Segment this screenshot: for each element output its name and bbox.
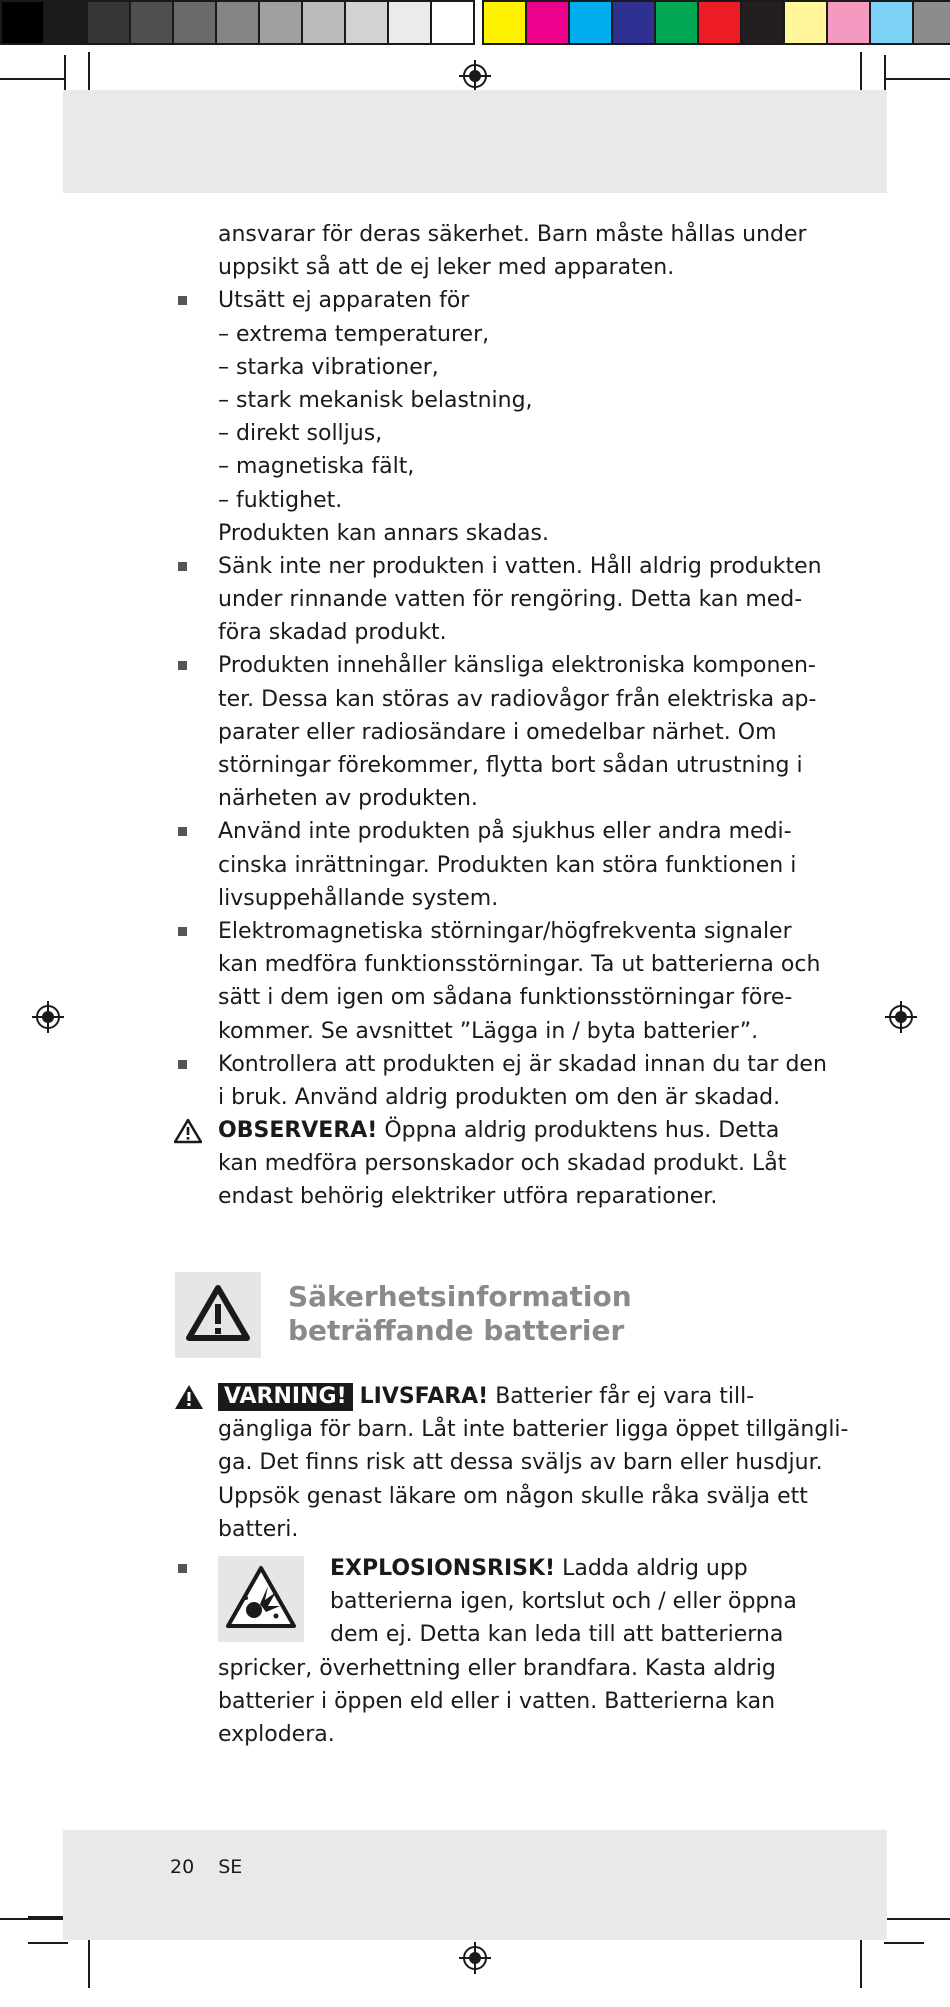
crop-mark <box>884 1918 950 1920</box>
registration-mark-icon <box>459 60 491 92</box>
bullet-item-line: Använd inte produkten på sjukhus eller andra medi- <box>218 815 778 848</box>
color-swatch <box>129 0 174 45</box>
color-swatch <box>697 0 742 45</box>
text-line: parater eller radiosändare i omedelbar närhet. Om <box>218 719 777 745</box>
text-line: i bruk. Använd aldrig produkten om den är skadad. <box>218 1084 781 1110</box>
explosion-hazard-icon <box>218 1556 304 1642</box>
color-swatch <box>740 0 785 45</box>
color-swatch <box>43 0 88 45</box>
color-swatch <box>611 0 656 45</box>
observera-label: OBSERVERA! <box>218 1118 378 1144</box>
text-line: under rinnande vatten för rengöring. Detta kan med- <box>218 587 803 613</box>
text-line: närheten av produkten. <box>218 786 478 812</box>
color-swatch <box>912 0 950 45</box>
page-footer <box>170 1856 260 1878</box>
text-line: batterierna igen, kortslut och / eller öppna <box>330 1589 797 1615</box>
color-swatch <box>783 0 828 45</box>
color-swatch <box>301 0 346 45</box>
text-line: föra skadad produkt. <box>218 620 447 646</box>
text-line: spricker, överhettning eller brandfara. Kasta aldrig <box>218 1655 776 1681</box>
bullet-item-line: Elektromagnetiska störningar/högfrekventa signaler <box>218 915 778 948</box>
color-swatch <box>525 0 570 45</box>
section-title-line: beträffande batterier <box>288 1314 625 1347</box>
livsfara-label: LIVSFARA! <box>359 1384 489 1409</box>
text-line: – direkt solljus, <box>218 421 383 447</box>
color-swatch <box>0 0 45 45</box>
crop-mark <box>28 1942 68 1944</box>
color-swatch <box>430 0 475 45</box>
section-title <box>288 1280 632 1348</box>
crop-mark <box>0 1918 66 1920</box>
gray-color-bar <box>0 0 473 45</box>
text-line: – stark mekanisk belastning, <box>218 387 533 413</box>
text-line: batteri. <box>218 1516 299 1542</box>
observera-note <box>218 1114 778 1147</box>
text-line: cinska inrättningar. Produkten kan störa funktionen i <box>218 852 797 878</box>
bullet-marker <box>178 661 187 670</box>
text-line: explodera. <box>218 1721 335 1747</box>
section-battery-safety <box>175 1272 775 1358</box>
text-line: uppsikt så att de ej leker med apparaten. <box>218 255 675 281</box>
bullet-item-line: Sänk inte ner produkten i vatten. Håll aldrig produkten <box>218 550 778 583</box>
color-swatch <box>258 0 303 45</box>
text-line: störningar förekommer, flytta bort sådan utrustning i <box>218 753 803 778</box>
safety-text-body <box>218 218 827 1214</box>
page-number: 20 <box>170 1856 195 1878</box>
text-line: livsuppehållande system. <box>218 885 499 911</box>
explosion-text: Ladda aldrig upp <box>555 1556 748 1581</box>
warning-triangle-icon <box>175 1272 261 1358</box>
crop-mark <box>88 1938 90 1988</box>
bullet-item-line: Utsätt ej apparaten för <box>218 284 778 317</box>
header-band <box>63 90 887 193</box>
text-line: ga. Det finns risk att dessa sväljs av barn eller husdjur. <box>218 1450 823 1476</box>
registration-mark-icon <box>459 1942 491 1974</box>
text-line: sätt i dem igen om sådana funktionsstörningar före- <box>218 985 793 1011</box>
bullet-marker <box>178 827 187 836</box>
color-swatch <box>654 0 699 45</box>
text-line: ansvarar för deras säkerhet. Barn måste hållas under <box>218 222 807 247</box>
footer-band <box>63 1830 887 1940</box>
varning-block <box>218 1380 849 1546</box>
color-swatch <box>344 0 389 45</box>
bullet-marker <box>178 296 187 305</box>
color-swatch <box>826 0 871 45</box>
observera-text: Öppna aldrig produktens hus. Detta <box>377 1118 780 1144</box>
text-line: – magnetiska fält, <box>218 454 415 480</box>
crop-mark <box>884 55 886 91</box>
text-line: Produkten kan annars skadas. <box>218 520 549 546</box>
bullet-marker <box>178 927 187 936</box>
text-line: – extrema temperaturer, <box>218 321 490 347</box>
crop-mark <box>64 55 66 91</box>
section-title-line: Säkerhetsinformation <box>288 1280 632 1313</box>
text-line: kommer. Se avsnittet ”Lägga in / byta batterier”. <box>218 1018 759 1044</box>
bullet-item-line: Produkten innehåller känsliga elektroniska komponen- <box>218 649 778 682</box>
text-line: Uppsök genast läkare om någon skulle råka svälja ett <box>218 1483 808 1509</box>
text-line: ter. Dessa kan störas av radiovågor från elektriska ap- <box>218 686 817 712</box>
process-color-bar <box>482 0 950 45</box>
crop-mark <box>884 78 950 80</box>
text-line: – starka vibrationer, <box>218 354 439 380</box>
language-code: SE <box>218 1856 243 1878</box>
text-line: kan medföra personskador och skadad produkt. Låt <box>218 1151 787 1177</box>
text-line: dem ej. Detta kan leda till att batterierna <box>330 1622 784 1648</box>
crop-mark <box>28 1916 68 1918</box>
explosion-label: EXPLOSIONSRISK! <box>330 1556 556 1581</box>
color-swatch <box>172 0 217 45</box>
color-swatch <box>215 0 260 45</box>
text-line: gängliga för barn. Låt inte batterier ligga öppet tillgängli- <box>218 1417 849 1443</box>
bullet-marker <box>178 562 187 571</box>
bullet-marker <box>178 1060 187 1069</box>
color-swatch <box>387 0 432 45</box>
text-line: – fuktighet. <box>218 487 343 513</box>
color-swatch <box>568 0 613 45</box>
warning-filled-icon <box>174 1384 204 1410</box>
color-swatch <box>482 0 527 45</box>
warning-outline-icon <box>174 1118 202 1144</box>
color-swatch <box>86 0 131 45</box>
crop-mark <box>884 1942 924 1944</box>
crop-mark <box>860 1938 862 1988</box>
text-line: kan medföra funktionsstörningar. Ta ut batterierna och <box>218 952 821 978</box>
registration-mark-icon <box>885 1001 917 1033</box>
registration-mark-icon <box>32 1001 64 1033</box>
text-line: batterier i öppen eld eller i vatten. Batterierna kan <box>218 1688 776 1714</box>
bullet-item-line: Kontrollera att produkten ej är skadad innan du tar den <box>218 1048 778 1081</box>
text-line: endast behörig elektriker utföra reparationer. <box>218 1184 718 1210</box>
varning-text: Batterier får ej vara till- <box>488 1384 755 1409</box>
varning-badge: VARNING! <box>218 1383 353 1411</box>
bullet-marker <box>178 1564 187 1573</box>
crop-mark <box>0 78 66 80</box>
color-swatch <box>869 0 914 45</box>
